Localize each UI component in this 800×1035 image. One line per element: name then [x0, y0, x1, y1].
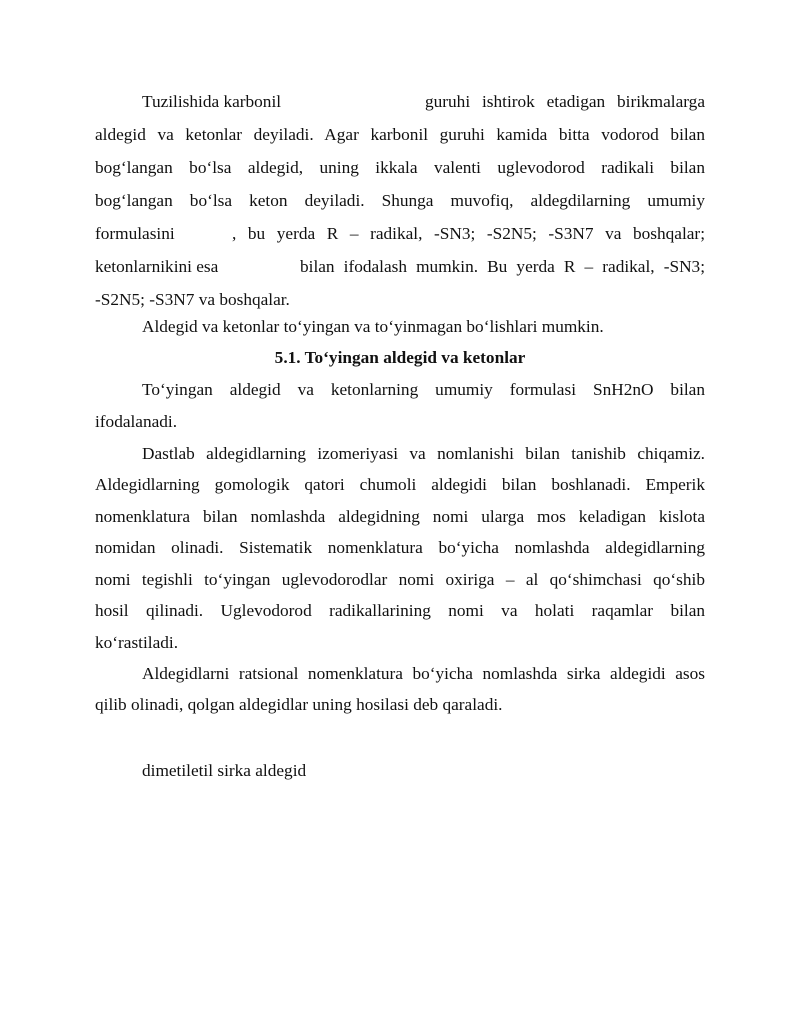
text-line: hosil qilinadi. Uglevodorod radikallarining nomi va holati raqamlar bilan: [95, 601, 705, 620]
text-line: bilan ifodalash mumkin. Bu yerda R – radikal, -SN3;: [300, 257, 705, 276]
text-line: guruhi ishtirok etadigan birikmalarga: [425, 92, 705, 111]
text-line: , bu yerda R – radikal, -SN3; -S2N5; -S3N7 va boshqalar;: [232, 224, 705, 243]
text-line: nomi tegishli to‘yingan uglevodorodlar nomi oxiriga – al qo‘shimchasi qo‘shib: [95, 570, 705, 589]
text-line: Aldegidlarni ratsional nomenklatura bo‘yicha nomlashda sirka aldegidi asos: [142, 664, 705, 683]
text-line: bog‘langan bo‘lsa aldegid, uning ikkala valenti uglevodorod radikali bilan: [95, 158, 705, 177]
text-line: nomidan olinadi. Sistematik nomenklatura bo‘yicha nomlashda aldegidlarning: [95, 538, 705, 557]
section-heading: 5.1. To‘yingan aldegid va ketonlar: [274, 348, 526, 367]
text-line: bog‘langan bo‘lsa keton deyiladi. Shunga muvofiq, aldegdilarning umumiy: [95, 191, 705, 210]
text-line: Tuzilishida karbonil: [142, 92, 282, 111]
text-line: Dastlab aldegidlarning izomeriyasi va nomlanishi bilan tanishib chiqamiz.: [142, 444, 705, 463]
text-line: ifodalanadi.: [95, 412, 178, 431]
text-line: Aldegidlarning gomologik qatori chumoli aldegidi bilan boshlanadi. Emperik: [95, 475, 705, 494]
text-line: Aldegid va ketonlar to‘yingan va to‘yinmagan bo‘lishlari mumkin.: [142, 317, 604, 336]
text-line: ketonlarnikini esa: [95, 257, 219, 276]
text-line: -S2N5; -S3N7 va boshqalar.: [95, 290, 290, 309]
text-line: aldegid va ketonlar deyiladi. Agar karbonil guruhi kamida bitta vodorod bilan: [95, 125, 705, 144]
text-line: nomenklatura bilan nomlashda aldegidning nomi ularga mos keladigan kislota: [95, 507, 705, 526]
compound-caption: dimetiletil sirka aldegid: [142, 761, 307, 780]
text-line: formulasini: [95, 224, 175, 243]
text-line: To‘yingan aldegid va ketonlarning umumiy formulasi SnH2nO bilan: [142, 380, 705, 399]
text-line: ko‘rastiladi.: [95, 633, 179, 652]
text-line: qilib olinadi, qolgan aldegidlar uning hosilasi deb qaraladi.: [95, 695, 503, 714]
